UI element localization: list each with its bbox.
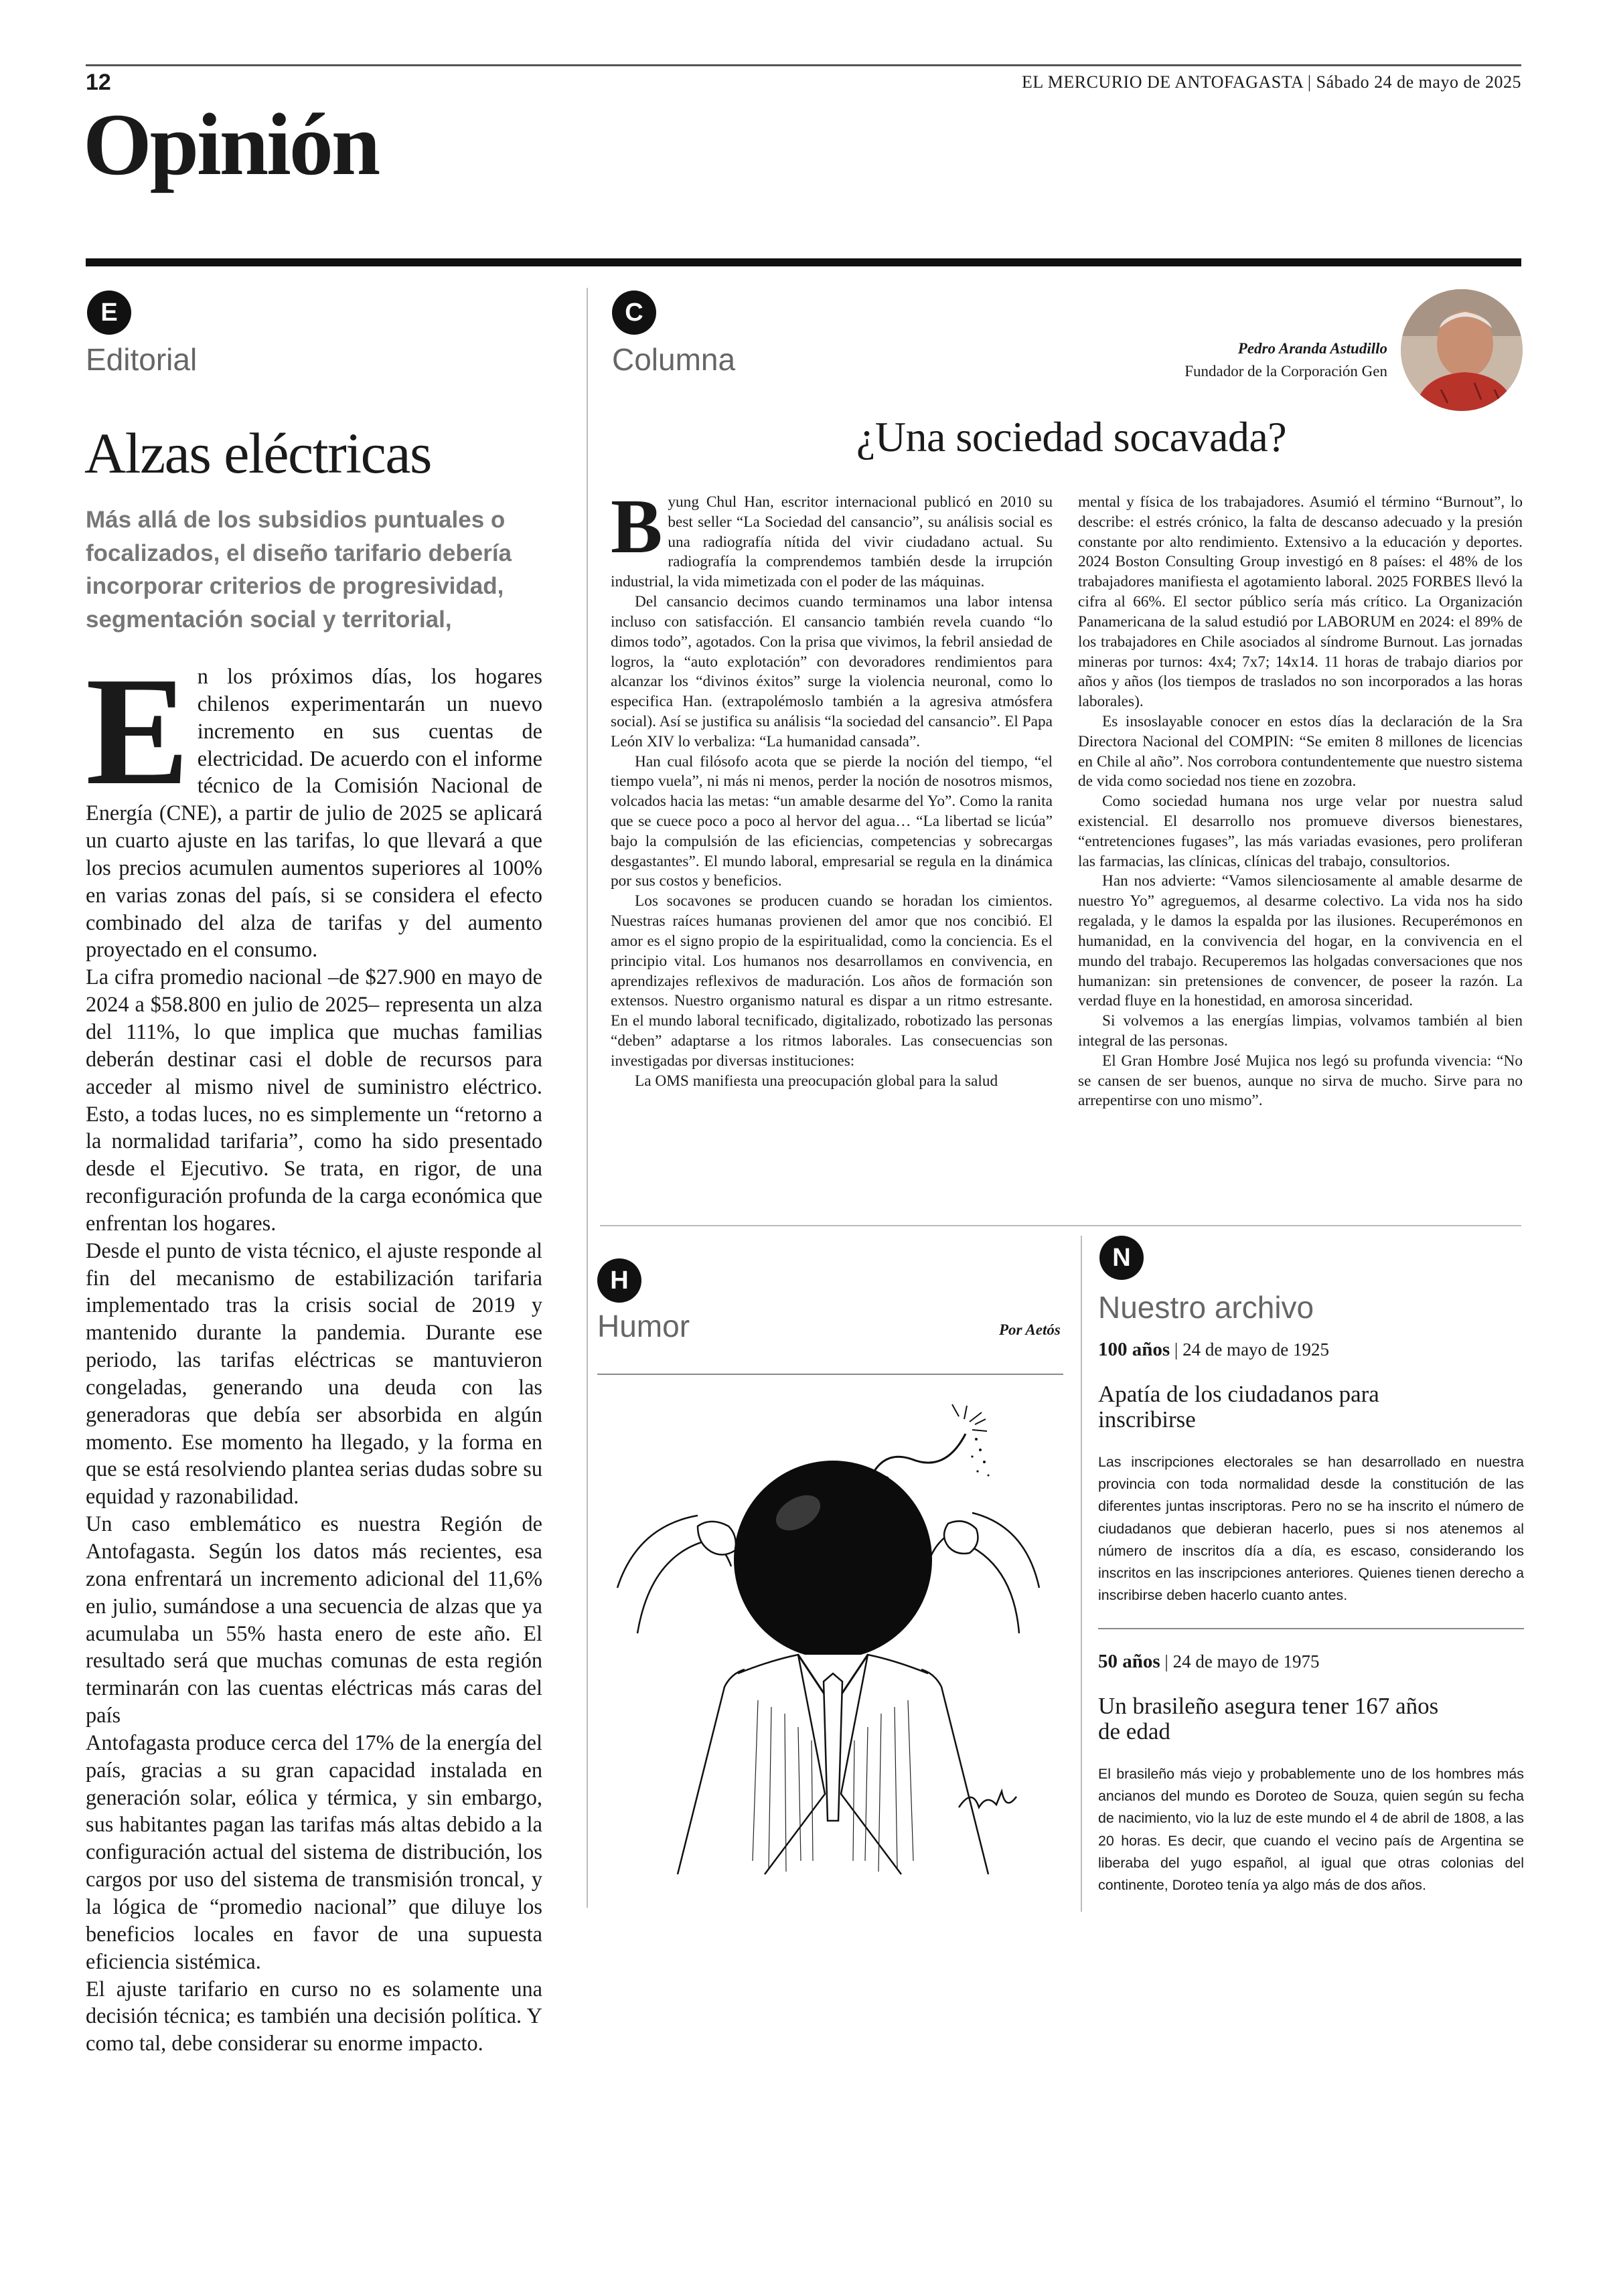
humor-byline: Por Aetós bbox=[999, 1321, 1061, 1338]
humor-badge-icon: H bbox=[597, 1258, 641, 1303]
column-paragraph: Han nos advierte: “Vamos silenciosamente al amable desarme de nuestro Yo” agreguemos, al desarme colectivo. La vida nos ha sido regalada, y le damos la espalda por las ilusiones. Recuperémonos en humanidad, en la convivencia del hogar, en la convivencia en el mundo del trabajo. Recuperemos las holgadas conversaciones que nos humanizan: sin pretensiones de convencer, de poseer la razón. La verdad fluye en la honestidad, en amorosa sinceridad. bbox=[1078, 872, 1523, 1010]
column-paragraph: Los socavones se producen cuando se horadan los cimientos. Nuestras raíces humanas provienen del amor que nos concibió. El amor es el signo propio de la espiritualidad, como la conciencia. Es el principio vital. Los humanos nos desarrollamos en convivencia, en aprendizajes reflexivos de maduración. Los años de formación son extensos. Nuestro organismo natural es dispar a un ritmo estresante. En el mundo laboral tecnificado, digitalizado, robotizado las personas “deben” adaptarse a los ritmos laborales. Las consecuencias son investigadas por diversas instituciones: bbox=[611, 892, 1053, 1070]
column-paragraph: Si volvemos a las energías limpias, volvamos también al bien integral de las personas. bbox=[1078, 1012, 1523, 1050]
archive-item-title: Apatía de los ciudadanos para inscribirse bbox=[1098, 1381, 1379, 1432]
archive-kicker: Nuestro archivo bbox=[1098, 1290, 1314, 1325]
cartoon-bomb-head-illustration bbox=[597, 1392, 1063, 1888]
section-rule bbox=[86, 258, 1521, 266]
editorial-paragraph: Un caso emblemático es nuestra Región de Antofagasta. Según los datos más recientes, esa zona enfrentará un incremento adicional del 11,6% en julio, sumándose a una secuencia de alzas que ya acumulaba un 55% hasta enero de este año. El resultado será que muchas comunas de esta región terminarán con las cuentas eléctricas más caras del país bbox=[86, 1511, 542, 1728]
column-paragraph: Como sociedad humana nos urge velar por nuestra salud existencial. El desarrollo nos promueve diversos bienestares, “entretenciones fugases”, las más variadas evasiones, pero proliferan las farmacias, las clínicas, clínicas del trabajo, consultorios. bbox=[1078, 793, 1523, 870]
masthead: EL MERCURIO DE ANTOFAGASTA | Sábado 24 de mayo de 2025 bbox=[1021, 72, 1521, 92]
archive-item-body: Las inscripciones electorales se han desarrollado en nuestra provincia con toda normalidad desde la constitución de las diferentes juntas inscriptoras. Pero no se ha inscrito el número de ciudadanos que debieran hacerlo, pues si nos atenemos al número de inscritos día a día, es escaso, considerando los inscritos en las inscripciones anteriores. Quienes tienen derecho a inscribirse deben hacerlo cuanto antes. bbox=[1098, 1454, 1524, 1604]
editorial-standfirst: Más allá de los subsidios puntuales o focalizados, el diseño tarifario debería incorporar criterios de progresividad, segmentación social y territorial, bbox=[86, 507, 512, 633]
column-divider bbox=[587, 288, 588, 1908]
humor-rule bbox=[597, 1374, 1063, 1375]
top-rule bbox=[86, 64, 1521, 66]
editorial-dropcap: E bbox=[86, 645, 189, 817]
column-kicker: Columna bbox=[612, 342, 736, 377]
editorial-headline: Alzas eléctricas bbox=[84, 421, 431, 485]
column-paragraph: La OMS manifiesta una preocupación global para la salud bbox=[635, 1072, 998, 1090]
archive-item-years: 100 años bbox=[1098, 1339, 1170, 1360]
archive-item-date-text: 24 de mayo de 1925 bbox=[1182, 1339, 1330, 1360]
archive-item-title: Un brasileño asegura tener 167 años de edad bbox=[1098, 1693, 1439, 1744]
archive-rule bbox=[1098, 1628, 1524, 1629]
column-paragraph: Han cual filósofo acota que se pierde la noción del tiempo, “el tiempo vuela”, ni más ni menos, perder la noción de nosotros mismos, volcados hacia las metas: “un amable desarme del Yo”. Como la ranita que se cuece poco a poco al hervor del agua… “La libertad se licúa” bajo la compulsión de las eficiencias, competencias y sobrecargas desgastantes”. El mundo laboral, empresarial se regula en la dinámica por sus costos y beneficios. bbox=[611, 752, 1053, 890]
archive-item-date-text: 24 de mayo de 1975 bbox=[1172, 1651, 1320, 1671]
author-role: Fundador de la Corporación Gen bbox=[1184, 363, 1387, 380]
column-body-left bbox=[611, 484, 1053, 1091]
editorial-badge-icon: E bbox=[87, 291, 131, 335]
archive-item-body: El brasileño más viejo y probablemente uno de los hombres más ancianos del mundo es Doroteo de Souza, quien según su fecha de nacimiento, vio la luz de este mundo el 4 de abril de 1808, a las 20 horas. Es decir, que cuando el vecino país de Argentina se liberaba del yugo español, al igual que otras colonias del continente, Doroteo tenía ya algo más de dos años. bbox=[1098, 1766, 1524, 1893]
column-divider bbox=[1081, 1236, 1082, 1912]
archive-item-years: 50 años bbox=[1098, 1651, 1160, 1672]
editorial-body bbox=[86, 645, 542, 2057]
editorial-paragraph: El ajuste tarifario en curso no es solamente una decisión técnica; es también una decisión política. Y como tal, debe considerar su enorme impacto. bbox=[86, 1976, 542, 2056]
section-divider bbox=[600, 1225, 1521, 1226]
page-number: 12 bbox=[86, 70, 111, 95]
author-photo bbox=[1401, 289, 1523, 411]
column-paragraph: mental y física de los trabajadores. Asumió el término “Burnout”, lo describe: el estrés crónico, la falta de descanso adecuado y la presión constante por alto rendimiento. Extensivo a la educación y deportes. 2024 Boston Consulting Group investigó en 8 países: el 48% de los trabajadores manifiesta el agotamiento laboral. 2025 FORBES llevó la cifra al 66%. El sector público sería más crítico. La Organización Panamericana de la salud estudió por LABORUM en 2024: el 89% de los trabajadores en Chile asociados al síndrome Burnout. Las jornadas mineras por turnos: 4x4; 7x7; 14x14. 11 horas de trabajo diarios por años y años (los tiempos de traslados no son incorporados a las horas laborales). bbox=[1078, 493, 1523, 711]
column-paragraph: Del cansancio decimos cuando terminamos una labor intensa incluso con satisfacción. El cansancio también revela cuando “lo dimos todo”, agotados. Con la prisa que vivimos, la febril ansiedad de logros, la “auto explotación” con devoradores rendimientos para alcanzar los “divinos éxitos” surge la violencia neuronal, como lo especifica Han. (extrapolémoslo también a la agresiva atmósfera social). Así se justifica su análisis “la sociedad del cansancio”. El Papa León XIV lo verbaliza: “La humanidad cansada”. bbox=[611, 593, 1053, 750]
editorial-paragraph: Desde el punto de vista técnico, el ajuste responde al fin del mecanismo de estabilización tarifaria implementado tras la crisis social de 2019 y mantenido durante la pandemia. Durante ese periodo, las tarifas eléctricas se mantuvieron congeladas, generando una deuda con las generadoras que debía ser absorbida en algún momento. Ese momento ha llegado, y la forma en que se está resolviendo plantea serias dudas sobre su equidad y razonabilidad. bbox=[86, 1238, 542, 1509]
archive-badge-icon: N bbox=[1099, 1236, 1144, 1280]
column-badge-icon: C bbox=[612, 291, 656, 335]
editorial-paragraph: n los próximos días, los hogares chilenos experimentarán un nuevo incremento en sus cuentas de electricidad. De acuerdo con el informe técnico de la Comisión Nacional de Energía (CNE), a partir de julio de 2025 se aplicará un cuarto ajuste en las tarifas, lo que llevará a que los precios acumulen aumentos superiores al 100% en varias zonas del país, si se considera el efecto combinado del alza de tarifas y del aumento proyectado en el consumo. bbox=[86, 664, 542, 962]
column-paragraph: Es insoslayable conocer en estos días la declaración de la Sra Directora Nacional del COMPIN: “Se emiten 8 millones de licencias en Chile al año”. Nos corrobora contundentemente que nuestro sistema de vida como sociedad nos tiene en zozobra. bbox=[1078, 712, 1523, 791]
column-paragraph: yung Chul Han, escritor internacional publicó en 2010 su best seller “La Sociedad del cansancio”, su análisis social es una radiografía nítida del vivir ciudadano actual. Su radiografía la comprendemos también desde la irrupción industrial, la vida mimetizada con el poder de las máquinas. bbox=[611, 493, 1053, 591]
column-body-right bbox=[1078, 493, 1523, 1111]
archive-item-date: 100 años | 24 de mayo de 1925 bbox=[1098, 1339, 1330, 1360]
column-headline: ¿Una sociedad socavada? bbox=[856, 413, 1287, 461]
editorial-kicker: Editorial bbox=[86, 342, 198, 377]
editorial-paragraph: La cifra promedio nacional –de $27.900 en mayo de 2024 a $58.800 en julio de 2025– representa un alza del 111%, lo que implica que muchas familias deberán destinar casi el doble de recursos para acceder al mismo nivel de suministro eléctrico. Esto, a todas luces, no es simplemente un “retorno a la normalidad tarifaria”, como ha sido presentado desde el Ejecutivo. Se trata, en rigor, de una reconfiguración profunda de la carga económica que enfrentan los hogares. bbox=[86, 965, 542, 1235]
column-dropcap: B bbox=[611, 484, 663, 570]
humor-kicker: Humor bbox=[597, 1309, 690, 1343]
editorial-paragraph: Antofagasta produce cerca del 17% de la energía del país, gracias a su gran capacidad instalada en generación solar, eólica y térmica, y sin embargo, sus habitantes pagan las tarifas más altas debido a la configuración actual del sistema de distribución, los cargos por uso del sistema de transmisión troncal, y la lógica de “promedio nacional” que diluye los beneficios locales en favor de una supuesta eficiencia sistémica. bbox=[86, 1730, 542, 1973]
section-title: Opinión bbox=[83, 95, 379, 193]
author-name: Pedro Aranda Astudillo bbox=[1237, 340, 1387, 357]
column-paragraph: El Gran Hombre José Mujica nos legó su profunda vivencia: “No se cansen de ser buenos, aunque no sirva de mucho. Sirve para no arrepentirse con uno mismo”. bbox=[1078, 1052, 1523, 1110]
archive-item-date: 50 años | 24 de mayo de 1975 bbox=[1098, 1651, 1320, 1672]
